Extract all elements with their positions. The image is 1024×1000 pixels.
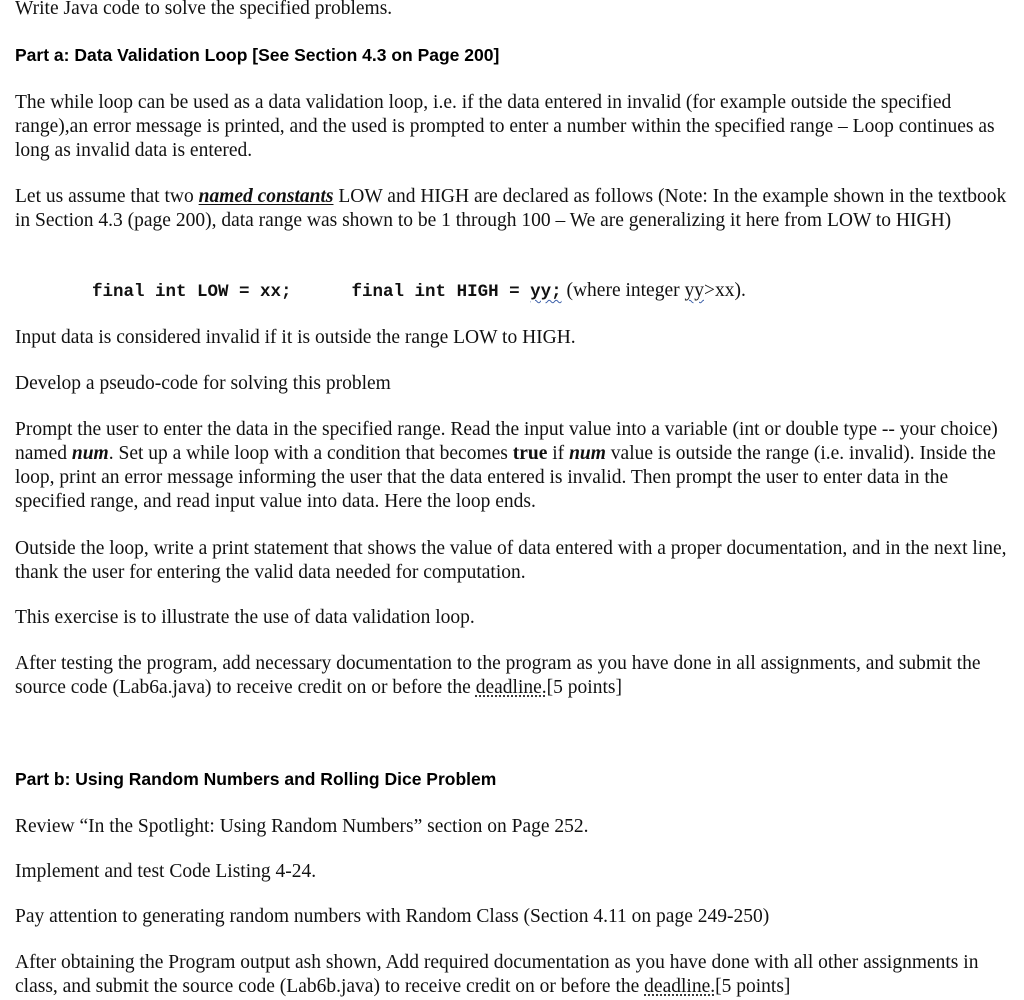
p4-a: After obtaining the Program output ash shown, Add required documentation as you have done with all other assignments in class, and submit the source code (Lab6b.java) to receive credit on or before the xyxy=(15,952,979,997)
part-b-paragraph-3: Pay attention to generating random numbers with Random Class (Section 4.11 on page 249-250) xyxy=(15,906,770,927)
true-keyword: true xyxy=(512,443,548,464)
p8-a: After testing the program, add necessary documentation to the program as you have done in all assignments, and submit the source code (Lab6a.java) to receive credit on or before the xyxy=(15,653,981,698)
constants-code-line xyxy=(92,279,746,304)
part-a-paragraph-8 xyxy=(15,652,1011,700)
code-note-var: yy xyxy=(684,280,704,301)
code-low: final int LOW = xx; xyxy=(92,282,292,302)
code-high-value: yy; xyxy=(530,282,562,302)
code-high-prefix: final int HIGH = xyxy=(351,282,531,302)
part-a-paragraph-7: This exercise is to illustrate the use of data validation loop. xyxy=(15,607,475,628)
p5-d: value is outside the range (i.e. invalid). Inside the loop, print an error message informing the user that the data entered is invalid. Then prompt the user to enter data in the specified range, and read input value into data. Here the loop ends. xyxy=(15,443,996,512)
p5-a: Prompt the user to enter the data in the specified range. Read the input value into a variable (int or double type -- your choice) named xyxy=(15,419,998,464)
part-a-paragraph-6: Outside the loop, write a print statement that shows the value of data entered with a proper documentation, and in the next line, thank the user for entering the valid data needed for computation. xyxy=(15,538,1007,583)
part-b-paragraph-4 xyxy=(15,951,1011,999)
p8-b: [5 points] xyxy=(546,677,622,698)
code-note-suffix: >xx). xyxy=(704,280,746,301)
part-a-heading: Part a: Data Validation Loop [See Section 4.3 on Page 200] xyxy=(15,45,500,65)
deadline-link-a[interactable]: deadline. xyxy=(475,677,547,698)
part-b-heading: Part b: Using Random Numbers and Rolling Dice Problem xyxy=(15,769,497,789)
code-note-prefix: (where integer xyxy=(561,280,685,301)
part-a-paragraph-5 xyxy=(15,418,1011,514)
num-variable-2: num xyxy=(569,443,606,464)
p2-after: LOW and HIGH are declared as follows (Note: In the example shown in the textbook in Section 4.3 (page 200), data range was shown to be 1 through 100 – We are generalizing it here from LOW to HIGH) xyxy=(15,186,1007,231)
part-b-paragraph-2: Implement and test Code Listing 4-24. xyxy=(15,861,317,882)
p4-b: [5 points] xyxy=(715,976,791,997)
p2-before: Let us assume that two xyxy=(15,186,199,207)
named-constants-term: named constants xyxy=(198,186,334,207)
intro-text: Write Java code to solve the specified problems. xyxy=(15,0,393,19)
num-variable-1: num xyxy=(71,443,109,464)
part-a-paragraph-2 xyxy=(15,185,1011,233)
part-a-paragraph-1: The while loop can be used as a data validation loop, i.e. if the data entered in invalid (for example outside the specified range),an error message is printed, and the used is prompted to enter a number within the specified range – Loop continues as long as invalid data is entered. xyxy=(15,92,995,161)
p5-c: if xyxy=(547,443,570,464)
part-a-paragraph-4: Develop a pseudo-code for solving this problem xyxy=(15,373,391,394)
part-a-paragraph-3: Input data is considered invalid if it is outside the range LOW to HIGH. xyxy=(15,327,576,348)
deadline-link-b[interactable]: deadline. xyxy=(644,976,716,997)
part-b-paragraph-1: Review “In the Spotlight: Using Random Numbers” section on Page 252. xyxy=(15,816,589,837)
p5-b: . Set up a while loop with a condition that becomes xyxy=(108,443,513,464)
